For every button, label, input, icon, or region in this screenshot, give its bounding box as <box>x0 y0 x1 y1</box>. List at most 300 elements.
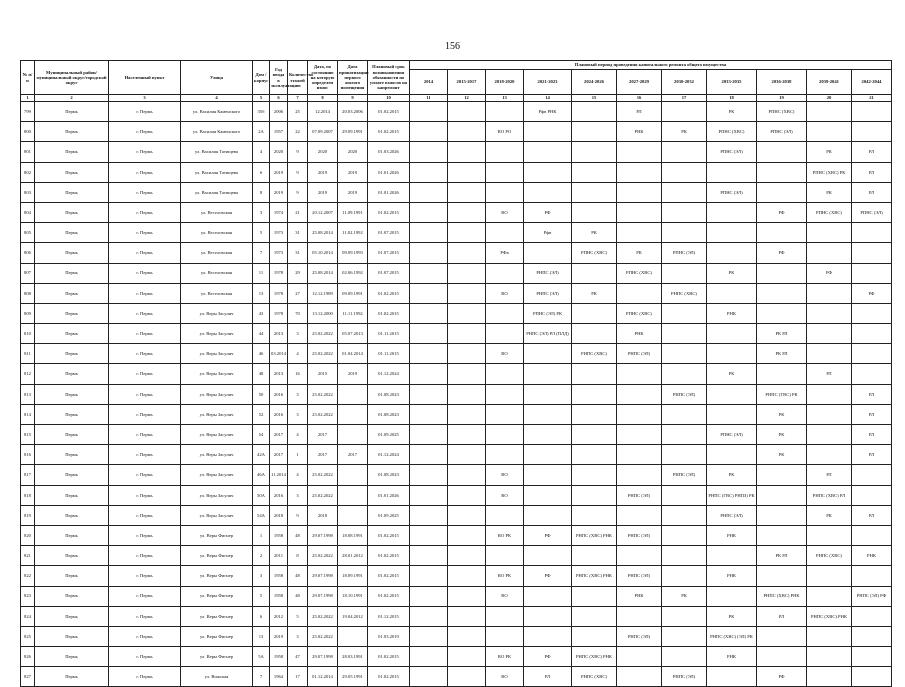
period-cell <box>410 667 448 687</box>
period-cell: РК <box>572 223 617 243</box>
period-cell <box>757 142 807 162</box>
table-row <box>21 505 892 525</box>
settlement-cell: г. Пермь <box>109 425 181 445</box>
period-cell <box>807 667 852 687</box>
period-cell <box>707 223 757 243</box>
municipality-cell: Пермь <box>35 465 109 485</box>
street-cell: ул. Веры Фигнер <box>181 626 253 646</box>
period-cell <box>852 344 892 364</box>
period-cell <box>572 384 617 404</box>
period-cell <box>617 384 662 404</box>
period-cell: РНПС (ЭЛ) РФ <box>852 586 892 606</box>
table-row <box>21 223 892 243</box>
year-built-cell: 2017 <box>270 445 288 465</box>
inspection-date-cell: 2018 <box>308 505 338 525</box>
period-cell <box>707 586 757 606</box>
inspection-date-cell: 25.02.2022 <box>308 404 338 424</box>
period-cell: Рфв РНК <box>524 102 572 122</box>
inspection-date-cell: 13.12.2000 <box>308 303 338 323</box>
street-cell: ул. Веры Засулич <box>181 485 253 505</box>
municipality-cell: Пермь <box>35 263 109 283</box>
settlement-cell: г. Пермь <box>109 142 181 162</box>
period-cell <box>448 223 486 243</box>
period-cell <box>662 182 707 202</box>
period-cell: РПНС (ЭЛ) <box>757 122 807 142</box>
period-cell: РНПС (ХВС) РНК <box>807 606 852 626</box>
period-cell: РК <box>707 606 757 626</box>
municipality-cell: Пермь <box>35 586 109 606</box>
street-cell: ул. Василия Каменского <box>181 102 253 122</box>
period-cell <box>707 324 757 344</box>
settlement-cell: г. Пермь <box>109 626 181 646</box>
period-cell: РФ <box>524 647 572 667</box>
table-row <box>21 303 892 323</box>
period-cell <box>448 202 486 222</box>
settlement-cell: г. Пермь <box>109 404 181 424</box>
table-row <box>21 243 892 263</box>
year-built-cell: 1973 <box>270 223 288 243</box>
privatization-date-cell <box>338 505 368 525</box>
house-cell: 52 <box>253 404 270 424</box>
municipality-cell: Пермь <box>35 122 109 142</box>
municipality-cell: Пермь <box>35 485 109 505</box>
period-cell: РЛ <box>617 102 662 122</box>
house-cell: 13 <box>253 283 270 303</box>
column-number: 13 <box>486 95 524 102</box>
column-number: 20 <box>807 95 852 102</box>
year-built-cell: 1958 <box>270 647 288 667</box>
period-cell: РНК <box>852 546 892 566</box>
header-no: № п/п <box>21 61 35 95</box>
house-cell: 7 <box>253 667 270 687</box>
street-cell: ул. Василия Каменского <box>181 122 253 142</box>
street-cell: ул. Вижская <box>181 667 253 687</box>
table-row <box>21 647 892 667</box>
row-number: 820 <box>21 525 35 545</box>
period-cell <box>852 465 892 485</box>
privatization-date-cell: 09.09.1991 <box>338 283 368 303</box>
period-cell <box>757 525 807 545</box>
row-number: 810 <box>21 324 35 344</box>
plan-term-cell: 01.01.2026 <box>368 162 410 182</box>
period-cell: RO РК <box>486 566 524 586</box>
period-cell: РНПС (ЭЛ) <box>662 667 707 687</box>
house-cell: 48 <box>253 364 270 384</box>
period-cell <box>448 445 486 465</box>
period-cell <box>757 364 807 384</box>
period-cell <box>617 445 662 465</box>
year-built-cell: 1978 <box>270 263 288 283</box>
period-cell <box>617 182 662 202</box>
inspection-date-cell: 12.12.1989 <box>308 283 338 303</box>
year-built-cell: 1958 <box>270 586 288 606</box>
period-cell: РНК <box>617 122 662 142</box>
row-number: 803 <box>21 182 35 202</box>
period-cell <box>486 162 524 182</box>
period-cell: РНК <box>617 586 662 606</box>
period-cell <box>617 142 662 162</box>
period-cell: РЛ <box>852 162 892 182</box>
period-cell <box>572 586 617 606</box>
row-number: 808 <box>21 283 35 303</box>
house-cell: 5А <box>253 647 270 667</box>
municipality-cell: Пермь <box>35 566 109 586</box>
period-cell <box>448 667 486 687</box>
year-built-cell: 2016 <box>270 485 288 505</box>
plan-term-cell: 01.09.2025 <box>368 425 410 445</box>
period-cell <box>410 102 448 122</box>
privatization-date-cell: 28.03.1991 <box>338 647 368 667</box>
period-cell <box>617 465 662 485</box>
period-cell <box>662 162 707 182</box>
period-cell <box>524 162 572 182</box>
table-body <box>21 102 892 687</box>
privatization-date-cell <box>338 485 368 505</box>
period-cell <box>572 425 617 445</box>
row-number: 801 <box>21 142 35 162</box>
street-cell: ул. Веселовская <box>181 202 253 222</box>
floors-cell: 17 <box>288 667 308 687</box>
settlement-cell: г. Пермь <box>109 162 181 182</box>
period-cell: РНПС (ЭЛ) <box>617 525 662 545</box>
period-cell <box>448 263 486 283</box>
period-cell <box>486 324 524 344</box>
street-cell: ул. Веселовская <box>181 263 253 283</box>
plan-term-cell: 01.01.2026 <box>368 182 410 202</box>
period-cell: РФ <box>524 566 572 586</box>
period-cell <box>807 243 852 263</box>
period-header: 2027-2029 <box>617 70 662 95</box>
period-cell: РФ <box>852 283 892 303</box>
plan-term-cell: 01.02.2015 <box>368 667 410 687</box>
settlement-cell: г. Пермь <box>109 485 181 505</box>
table-row <box>21 182 892 202</box>
period-cell <box>410 546 448 566</box>
period-cell: РНПС (ЭЛ) <box>662 465 707 485</box>
period-cell <box>572 263 617 283</box>
period-cell <box>852 223 892 243</box>
plan-term-cell: 01.02.2015 <box>368 202 410 222</box>
privatization-date-cell: 11.11.1992 <box>338 303 368 323</box>
period-cell <box>486 546 524 566</box>
column-number: 18 <box>707 95 757 102</box>
period-cell: РЛ <box>807 364 852 384</box>
period-cell: РНК <box>707 566 757 586</box>
privatization-date-cell: 11.02.1992 <box>338 223 368 243</box>
period-cell <box>617 425 662 445</box>
period-cell <box>617 667 662 687</box>
period-cell <box>524 364 572 384</box>
house-cell: 4 <box>253 142 270 162</box>
period-cell: RO <box>486 485 524 505</box>
settlement-cell: г. Пермь <box>109 384 181 404</box>
table-row <box>21 465 892 485</box>
period-cell: РНПС (ХВС) РЛ <box>807 485 852 505</box>
floors-cell: 31 <box>288 223 308 243</box>
period-cell <box>448 364 486 384</box>
period-cell: РЛ <box>807 465 852 485</box>
table-row <box>21 384 892 404</box>
house-cell: 1 <box>253 525 270 545</box>
period-cell <box>662 404 707 424</box>
plan-term-cell: 01.02.2015 <box>368 102 410 122</box>
period-cell: РК <box>617 243 662 263</box>
period-cell <box>410 626 448 646</box>
period-cell <box>486 445 524 465</box>
privatization-date-cell: 2019 <box>338 162 368 182</box>
period-cell <box>807 102 852 122</box>
period-header: 2021-2023 <box>524 70 572 95</box>
municipality-cell: Пермь <box>35 223 109 243</box>
period-cell <box>448 566 486 586</box>
period-cell: РПНС (ЭЛ) <box>707 182 757 202</box>
street-cell: ул. Веры Засулич <box>181 344 253 364</box>
privatization-date-cell: 18.08.1991 <box>338 525 368 545</box>
period-cell: РПНС (ХВС) <box>617 263 662 283</box>
plan-term-cell: 01.08.2023 <box>368 404 410 424</box>
period-cell: РЛ <box>524 667 572 687</box>
period-cell: РК <box>662 122 707 142</box>
period-cell <box>617 606 662 626</box>
plan-term-cell: 01.08.2023 <box>368 384 410 404</box>
municipality-cell: Пермь <box>35 445 109 465</box>
period-cell <box>707 243 757 263</box>
privatization-date-cell: 09.09.1993 <box>338 243 368 263</box>
period-cell <box>757 303 807 323</box>
municipality-cell: Пермь <box>35 364 109 384</box>
period-cell <box>486 425 524 445</box>
privatization-date-cell <box>338 384 368 404</box>
inspection-date-cell: 25.02.2022 <box>308 344 338 364</box>
inspection-date-cell: 2017 <box>308 425 338 445</box>
header-plan-term: Плановый срок возникновения обязанности по уплате взносов на капремонт <box>368 61 410 95</box>
year-built-cell: 2016 <box>270 384 288 404</box>
column-number: 4 <box>181 95 253 102</box>
period-cell <box>572 182 617 202</box>
period-cell <box>524 465 572 485</box>
street-cell: ул. Василия Татищева <box>181 142 253 162</box>
year-built-cell: 1978 <box>270 303 288 323</box>
plan-term-cell: 01.12.2015 <box>368 606 410 626</box>
year-built-cell: 1958 <box>270 566 288 586</box>
floors-cell: 25 <box>288 102 308 122</box>
header-floors: Количество этажей <box>288 61 308 95</box>
row-number: 822 <box>21 566 35 586</box>
table-row <box>21 425 892 445</box>
house-cell: 54А <box>253 505 270 525</box>
period-cell <box>807 586 852 606</box>
row-number: 809 <box>21 303 35 323</box>
period-cell <box>572 485 617 505</box>
street-cell: ул. Веры Фигнер <box>181 525 253 545</box>
period-cell <box>662 525 707 545</box>
period-cell <box>524 142 572 162</box>
municipality-cell: Пермь <box>35 202 109 222</box>
period-cell <box>807 344 852 364</box>
period-cell: РЛ <box>852 384 892 404</box>
plan-term-cell: 01.02.2015 <box>368 586 410 606</box>
period-cell: РНПС (ХВС) <box>662 283 707 303</box>
year-built-cell: 2011 <box>270 546 288 566</box>
period-cell: РНК <box>707 303 757 323</box>
period-cell: РНК <box>707 525 757 545</box>
period-cell: РНК <box>707 647 757 667</box>
table-row <box>21 102 892 122</box>
period-cell <box>707 202 757 222</box>
row-number: 813 <box>21 384 35 404</box>
municipality-cell: Пермь <box>35 384 109 404</box>
settlement-cell: г. Пермь <box>109 243 181 263</box>
row-number: 816 <box>21 445 35 465</box>
settlement-cell: г. Пермь <box>109 182 181 202</box>
settlement-cell: г. Пермь <box>109 344 181 364</box>
street-cell: ул. Веселовская <box>181 223 253 243</box>
table-row <box>21 324 892 344</box>
privatization-date-cell: 02.06.1992 <box>338 263 368 283</box>
period-cell: РПНС (ЭЛ) <box>707 142 757 162</box>
period-cell <box>662 626 707 646</box>
period-cell <box>852 324 892 344</box>
period-cell <box>757 162 807 182</box>
column-number: 9 <box>338 95 368 102</box>
period-cell: РНПС (ЭЛ) <box>617 344 662 364</box>
period-cell <box>524 505 572 525</box>
period-cell <box>852 647 892 667</box>
period-cell <box>524 344 572 364</box>
period-cell: РК <box>707 263 757 283</box>
period-cell: RO <box>486 344 524 364</box>
row-number: 812 <box>21 364 35 384</box>
period-cell: РПНС (ЭЛ) <box>852 202 892 222</box>
inspection-date-cell: 25.02.2022 <box>308 465 338 485</box>
privatization-date-cell: 18.09.1991 <box>338 566 368 586</box>
header-settlement: Населенный пункт <box>109 61 181 95</box>
period-cell: РПНС (ЭЛ) <box>662 243 707 263</box>
column-number: 10 <box>368 95 410 102</box>
period-cell <box>662 223 707 243</box>
period-cell: РК <box>707 465 757 485</box>
column-number: 11 <box>410 95 448 102</box>
settlement-cell: г. Пермь <box>109 303 181 323</box>
year-built-cell: 2019 <box>270 626 288 646</box>
period-cell <box>757 223 807 243</box>
plan-term-cell: 01.02.2015 <box>368 566 410 586</box>
column-number: 14 <box>524 95 572 102</box>
privatization-date-cell: 19.04.2012 <box>338 606 368 626</box>
period-cell <box>662 263 707 283</box>
period-cell <box>448 404 486 424</box>
privatization-date-cell: 2019 <box>338 182 368 202</box>
column-number: 8 <box>308 95 338 102</box>
table-row <box>21 586 892 606</box>
header-privatization-date: Дата приватизации первого жилого помещения <box>338 61 368 95</box>
period-cell <box>524 445 572 465</box>
period-cell <box>662 425 707 445</box>
period-cell: РК РЛ <box>757 344 807 364</box>
street-cell: ул. Веры Засулич <box>181 425 253 445</box>
settlement-cell: г. Пермь <box>109 465 181 485</box>
period-cell <box>410 566 448 586</box>
floors-cell: 48 <box>288 586 308 606</box>
plan-term-cell: 01.12.2024 <box>368 364 410 384</box>
period-cell <box>617 546 662 566</box>
year-built-cell: 03.2014 <box>270 344 288 364</box>
period-cell <box>524 122 572 142</box>
house-cell: 13 <box>253 626 270 646</box>
row-number: 818 <box>21 485 35 505</box>
privatization-date-cell: 29.05.1991 <box>338 667 368 687</box>
period-cell <box>662 303 707 323</box>
period-cell: RO PO <box>486 122 524 142</box>
period-cell: РПНС (ХВС) <box>707 122 757 142</box>
municipality-cell: Пермь <box>35 102 109 122</box>
period-cell: РФ <box>757 667 807 687</box>
period-cell: РЛ <box>852 505 892 525</box>
period-cell <box>572 122 617 142</box>
settlement-cell: г. Пермь <box>109 324 181 344</box>
privatization-date-cell: 29.09.1991 <box>338 122 368 142</box>
table-row <box>21 344 892 364</box>
period-cell: РК <box>807 182 852 202</box>
period-cell <box>524 485 572 505</box>
period-cell: РФ <box>757 243 807 263</box>
plan-term-cell: 01.02.2015 <box>368 525 410 545</box>
period-cell <box>410 142 448 162</box>
column-number: 5 <box>253 95 270 102</box>
row-number: 802 <box>21 162 35 182</box>
period-cell <box>524 404 572 424</box>
plan-term-cell: 01.03.2019 <box>368 626 410 646</box>
period-cell: РФ <box>524 202 572 222</box>
page-number: 156 <box>445 41 460 52</box>
period-cell <box>807 445 852 465</box>
plan-term-cell: 01.07.2015 <box>368 263 410 283</box>
table-row <box>21 606 892 626</box>
period-cell: РНПС (ЭЛ) <box>617 566 662 586</box>
period-cell <box>410 263 448 283</box>
period-cell <box>486 384 524 404</box>
period-cell: РНПС (ХВС) <box>572 667 617 687</box>
period-cell: РНПС (ГВС) РНПЗ) РК <box>707 485 757 505</box>
floors-cell: 5 <box>288 606 308 626</box>
column-number: 19 <box>757 95 807 102</box>
period-cell <box>852 667 892 687</box>
period-cell: РНПС (ХВС) РНК <box>572 566 617 586</box>
period-cell: РПНС (ХВС) <box>807 202 852 222</box>
period-header: 2039-2041 <box>807 70 852 95</box>
municipality-cell: Пермь <box>35 243 109 263</box>
house-cell: 46А <box>253 465 270 485</box>
floors-cell: 9 <box>288 142 308 162</box>
settlement-cell: г. Пермь <box>109 505 181 525</box>
house-cell: 6 <box>253 162 270 182</box>
period-cell <box>572 162 617 182</box>
period-cell <box>807 647 852 667</box>
period-cell <box>572 324 617 344</box>
year-built-cell: 1957 <box>270 122 288 142</box>
floors-cell: 21 <box>288 202 308 222</box>
street-cell: ул. Веры Засулич <box>181 505 253 525</box>
floors-cell: 22 <box>288 122 308 142</box>
period-cell <box>662 566 707 586</box>
period-cell <box>852 566 892 586</box>
period-cell <box>448 142 486 162</box>
inspection-date-cell: 29.07.1998 <box>308 586 338 606</box>
settlement-cell: г. Пермь <box>109 364 181 384</box>
period-cell <box>662 606 707 626</box>
period-cell <box>410 586 448 606</box>
period-cell <box>852 364 892 384</box>
